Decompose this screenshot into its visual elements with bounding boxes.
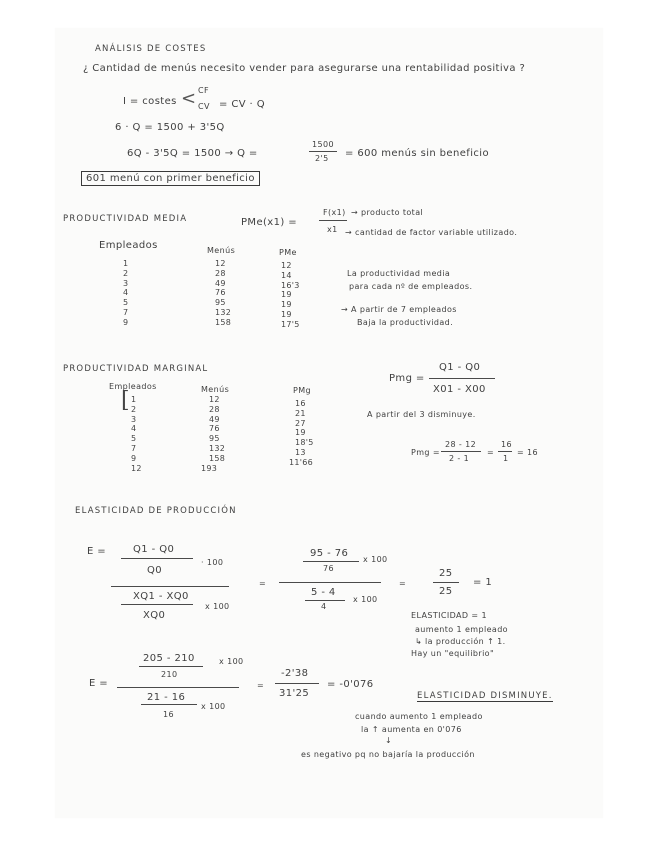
g1-top-line [139, 666, 203, 667]
f1-top-den: Q0 [147, 565, 163, 576]
table-cell: 4 [131, 424, 137, 434]
elasticidad-note-3: ↳ la producción ↑ 1. [415, 637, 506, 646]
table-cell: 95 [209, 434, 220, 444]
pmg-formula-left: Pmg = [389, 373, 425, 384]
f2-top-line [303, 561, 359, 562]
table-cell: 17'5 [281, 319, 300, 329]
g1-times1: x 100 [219, 657, 244, 666]
table-cell: 132 [209, 443, 226, 453]
table-cell: 1 [131, 395, 137, 404]
media-empleados-column [123, 259, 128, 328]
f1-main-line [111, 586, 229, 587]
costes-question: ¿ Cantidad de menús necesito vender para asegurarse una rentabilidad positiva ? [83, 63, 526, 74]
table-cell: 11'66 [289, 457, 314, 467]
marginal-header-menus: Menús [201, 385, 230, 394]
pme-formula-num: F(x1) [323, 208, 346, 217]
elasticidad-note-5: cuando aumento 1 empleado [355, 712, 483, 721]
media-title: PRODUCTIVIDAD MEDIA [63, 214, 188, 224]
elasticidad-note-4: Hay un "equilibrio" [411, 649, 495, 658]
pmg-example-line1 [441, 451, 481, 452]
eq3-right: = 600 menús sin beneficio [345, 148, 489, 159]
table-cell: 12 [215, 259, 226, 268]
eq1-cv: CV [198, 102, 210, 111]
table-cell: 12 [209, 395, 220, 404]
pmg-formula-num: Q1 - Q0 [439, 362, 481, 373]
pme-formula-left: PMe(x1) = [241, 217, 298, 228]
table-cell: 7 [131, 443, 137, 453]
g1-top-num: 205 - 210 [143, 653, 195, 664]
f3-den: 25 [439, 586, 453, 597]
table-cell: 19 [281, 290, 292, 300]
media-header-pme: PMe [279, 248, 297, 257]
g2-den: 31'25 [279, 688, 310, 699]
table-cell: 21 [295, 408, 306, 418]
g1-times2: x 100 [201, 702, 226, 711]
eq1-right: = CV · Q [219, 99, 265, 110]
f1-bot-num: XQ1 - XQ0 [133, 591, 189, 602]
g2-line [275, 683, 319, 684]
f3-result: = 1 [473, 577, 493, 588]
table-cell: 158 [215, 317, 232, 327]
f1-top-line [121, 558, 193, 559]
table-cell: 95 [215, 298, 226, 308]
pmg-example-num1: 28 - 12 [445, 440, 477, 449]
g1-bot-den: 16 [163, 710, 174, 719]
marginal-header-pmg: PMg [293, 386, 312, 395]
media-note-2: para cada nº de empleados. [349, 282, 473, 291]
pmg-formula-den: X01 - X00 [433, 384, 486, 395]
table-cell: 3 [131, 414, 137, 424]
table-cell: 158 [209, 453, 226, 463]
f1-top-num: Q1 - Q0 [133, 544, 175, 555]
table-cell: 13 [295, 447, 306, 457]
table-cell: 28 [215, 268, 226, 278]
g2-num: -2'38 [281, 668, 309, 679]
g-result: = -0'076 [327, 679, 374, 690]
table-cell: 132 [215, 307, 232, 317]
f2-top-num: 95 - 76 [310, 548, 349, 559]
pmg-example-result: = 16 [517, 448, 539, 457]
media-note-4: Baja la productividad. [357, 318, 454, 327]
table-cell: 49 [215, 278, 226, 288]
g1-main-line [117, 687, 239, 688]
f2-bot-num: 5 - 4 [311, 587, 336, 598]
elasticidad-note-2: aumento 1 empleado [415, 625, 508, 634]
table-cell: 27 [295, 418, 306, 428]
media-menus-column [215, 259, 231, 328]
media-header-empleados: Empleados [99, 240, 158, 251]
table-cell: 12 [281, 261, 292, 270]
pmg-example-den1: 2 - 1 [449, 454, 470, 463]
media-note-1: La productividad media [347, 269, 451, 278]
pmg-example-left: Pmg = [411, 448, 440, 457]
f2-times1: x 100 [363, 555, 388, 564]
eq1-left: I = costes [123, 96, 177, 107]
table-cell: 76 [215, 288, 226, 298]
f2-top-den: 76 [323, 564, 334, 573]
costes-title: ANÁLISIS DE COSTES [95, 44, 207, 54]
elasticidad-note-1: ELASTICIDAD = 1 [411, 611, 487, 620]
table-cell: 2 [123, 268, 129, 278]
marginal-menus-column [201, 395, 226, 473]
eq1-cf: CF [198, 86, 209, 95]
eq3-den: 2'5 [315, 154, 329, 163]
elasticidad-note-7: ↓ [385, 736, 393, 745]
table-cell: 14 [281, 270, 292, 280]
f2-bot-den: 4 [321, 602, 327, 611]
table-cell: 193 [201, 463, 218, 473]
f1-times1: · 100 [201, 558, 224, 567]
media-note-3: → A partir de 7 empleados [341, 305, 457, 314]
f2-main-line [279, 582, 381, 583]
table-cell: 12 [131, 463, 142, 473]
marginal-header-empleados: Empleados [109, 382, 157, 391]
table-cell: 5 [123, 298, 129, 308]
g1-top-den: 210 [161, 670, 178, 679]
marginal-empleados-column [131, 395, 142, 473]
pmg-example-num2: 16 [501, 440, 512, 449]
elasticidad-note-8: es negativo pq no bajaría la producción [301, 750, 475, 759]
f3-line [433, 582, 459, 583]
marginal-pmg-column [289, 399, 314, 468]
notes-page [55, 28, 603, 818]
eq3-num: 1500 [312, 140, 334, 149]
f1-bot-den: XQ0 [143, 610, 166, 621]
f1-bot-line [121, 604, 193, 605]
table-cell: 5 [131, 434, 137, 444]
pmg-example-den2: 1 [503, 454, 509, 463]
table-cell: 3 [123, 278, 129, 288]
f-eq-sign2: = [399, 579, 407, 588]
f2-times2: x 100 [353, 595, 378, 604]
less-than-branch-icon: < [181, 88, 197, 109]
f2-bot-line [305, 600, 345, 601]
f1-times2: x 100 [205, 602, 230, 611]
table-cell: 19 [281, 309, 292, 319]
table-cell: 76 [209, 424, 220, 434]
g-eq: = [257, 681, 265, 690]
table-cell: 28 [209, 404, 220, 414]
table-cell: 16 [295, 399, 306, 408]
bracket-icon: [ [121, 388, 130, 413]
elasticidad-note-6: la ↑ aumenta en 0'076 [361, 725, 462, 734]
elasticidad-conclusion: ELASTICIDAD DISMINUYE. [417, 691, 553, 701]
table-cell: 4 [123, 288, 129, 298]
e2-symbol: E = [89, 678, 109, 689]
f-eq-sign1: = [259, 579, 267, 588]
pmg-fraction-line [429, 378, 495, 379]
marginal-note: A partir del 3 disminuye. [367, 410, 476, 419]
pme-formula-den: x1 [327, 225, 338, 234]
pme-formula-num-note: → producto total [351, 208, 424, 217]
eq3-fraction-line [309, 151, 337, 152]
table-cell: 18'5 [295, 438, 314, 448]
table-cell: 7 [123, 307, 129, 317]
table-cell: 9 [131, 453, 137, 463]
e-symbol: E = [87, 546, 107, 557]
eq3-left: 6Q - 3'5Q = 1500 → Q = [127, 148, 258, 159]
table-cell: 9 [123, 317, 129, 327]
elasticidad-title: ELASTICIDAD DE PRODUCCIÓN [75, 506, 237, 516]
pme-formula-den-note: → cantidad de factor variable utilizado. [345, 228, 518, 237]
table-cell: 19 [295, 428, 306, 438]
table-cell: 16'3 [281, 280, 300, 290]
pme-fraction-line [319, 220, 347, 221]
table-cell: 19 [281, 300, 292, 310]
marginal-title: PRODUCTIVIDAD MARGINAL [63, 364, 209, 374]
f3-num: 25 [439, 568, 453, 579]
pmg-example-eq: = [487, 448, 495, 457]
table-cell: 49 [209, 414, 220, 424]
table-cell: 1 [123, 259, 129, 268]
media-pme-column [281, 261, 300, 330]
g1-bot-line [141, 704, 197, 705]
media-header-menus: Menús [207, 246, 236, 255]
costes-answer: 601 menú con primer beneficio [81, 171, 260, 186]
eq2: 6 · Q = 1500 + 3'5Q [115, 122, 225, 133]
table-cell: 2 [131, 404, 137, 414]
pmg-example-line2 [498, 451, 512, 452]
g1-bot-num: 21 - 16 [147, 692, 186, 703]
